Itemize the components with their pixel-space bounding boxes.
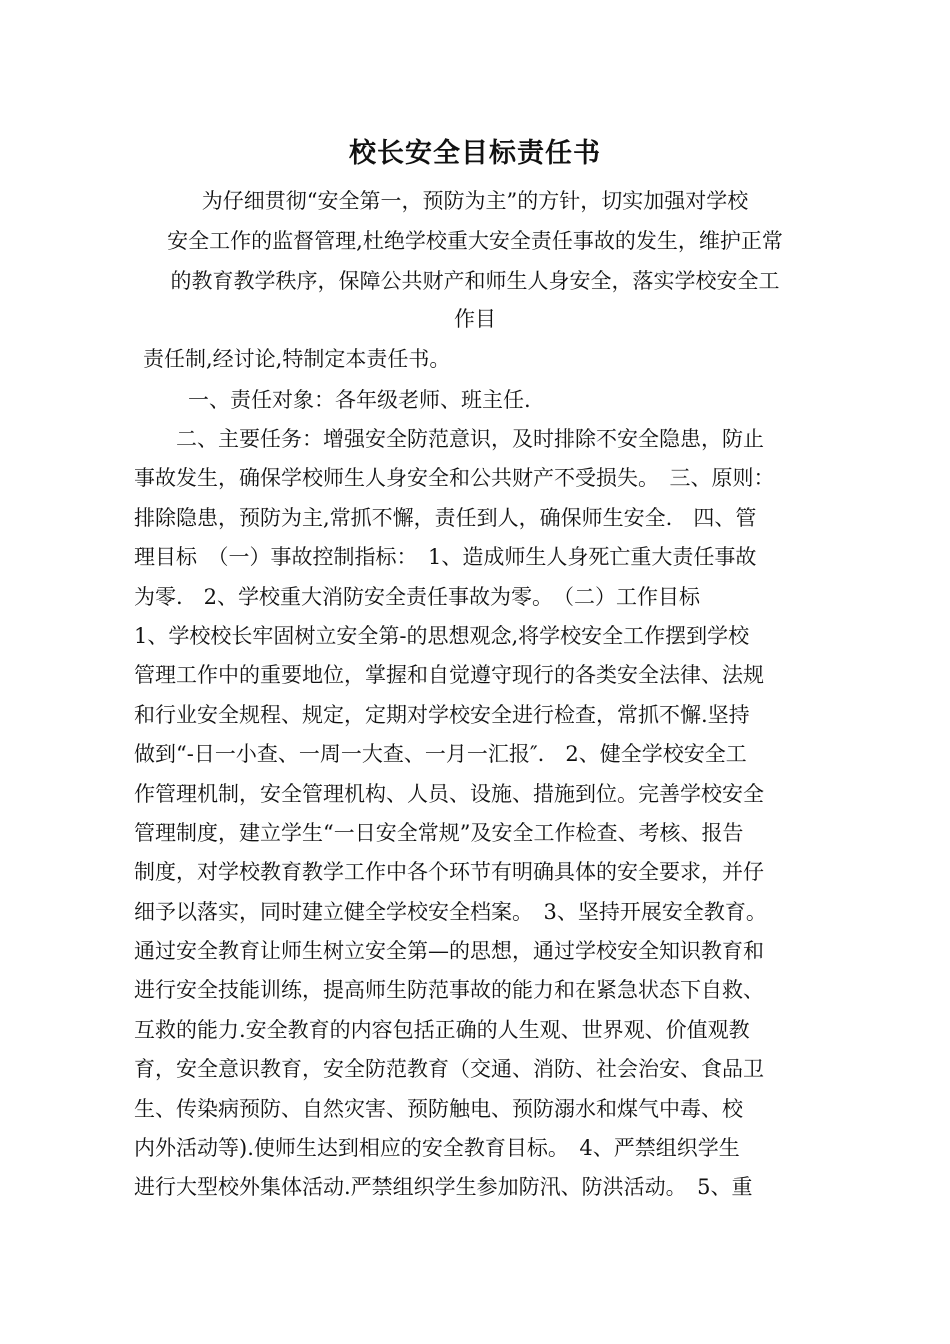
body-line: 管理工作中的重要地位，掌握和自觉遵守现行的各类安全法律、法规 <box>134 663 764 688</box>
body-line: 为零. 2、学校重大消防安全责任事故为零。 （二）工作目标 <box>134 584 701 609</box>
body-line: 管理制度，建立学生“一日安全常规”及安全工作检查、考核、报告 <box>134 820 744 845</box>
body-line: 内外活动等).使师生达到相应的安全教育目标。 4、严禁组织学生 <box>134 1136 740 1161</box>
intro-line: 的教育教学秩序，保障公共财产和师生人身安全，落实学校安全工 <box>170 269 780 293</box>
body-line: 细予以落实，同时建立健全学校安全档案。 3、坚持开展安全教育。 <box>134 899 767 924</box>
intro-line: 作目 <box>454 307 496 331</box>
body-line: 进行大型校外集体活动.严禁组织学生参加防汛、防洪活动。 5、重 <box>134 1175 753 1200</box>
document-body <box>134 424 834 1212</box>
body-line: 事故发生，确保学校师生人身安全和公共财产不受损失。 三、原则： <box>134 466 775 491</box>
body-line: 二、主要任务：增强安全防范意识，及时排除不安全隐患，防止 <box>176 427 764 451</box>
intro-line: 安全工作的监督管理,杜绝学校重大安全责任事故的发生，维护正常 <box>167 229 783 253</box>
document-title: 校长安全目标责任书 <box>349 138 601 169</box>
body-line: 和行业安全规程、规定，定期对学校安全进行检查，常抓不懈.坚持 <box>134 702 750 727</box>
intro-line: 责任制,经讨论,特制定本责任书。 <box>143 347 451 371</box>
body-line: 互救的能力.安全教育的内容包括正确的人生观、世界观、价值观教 <box>134 1017 750 1042</box>
body-line: 通过安全教育让师生树立安全第—的思想，通过学校安全知识教育和 <box>134 939 764 964</box>
body-line: 进行安全技能训练，提高师生防范事故的能力和在紧急状态下自救、 <box>134 978 764 1003</box>
body-line: 作管理机制，安全管理机构、人员、设施、措施到位。完善学校安全 <box>134 781 764 806</box>
body-line: 制度，对学校教育教学工作中各个环节有明确具体的安全要求，并仔 <box>134 860 764 885</box>
body-line: 排除隐患，预防为主,常抓不懈，责任到人，确保师生安全. 四、管 <box>134 505 757 530</box>
section-responsibility-target: 一、责任对象：各年级老师、班主任. <box>188 388 531 412</box>
intro-line: 为仔细贯彻“安全第一，预防为主”的方针，切实加强对学校 <box>201 189 749 213</box>
body-line: 生、传染病预防、自然灾害、预防触电、预防溺水和煤气中毒、校 <box>134 1096 743 1121</box>
body-line: 1、学校校长牢固树立安全第-的思想观念,将学校安全工作摆到学校 <box>134 623 750 648</box>
body-line: 理目标 （一）事故控制指标： 1、造成师生人身死亡重大责任事故 <box>134 545 757 570</box>
body-line: 做到“-日一小查、一周一大查、一月一汇报″. 2、健全学校安全工 <box>134 742 747 767</box>
body-line: 育，安全意识教育，安全防范教育（交通、消防、社会治安、食品卫 <box>134 1057 764 1082</box>
